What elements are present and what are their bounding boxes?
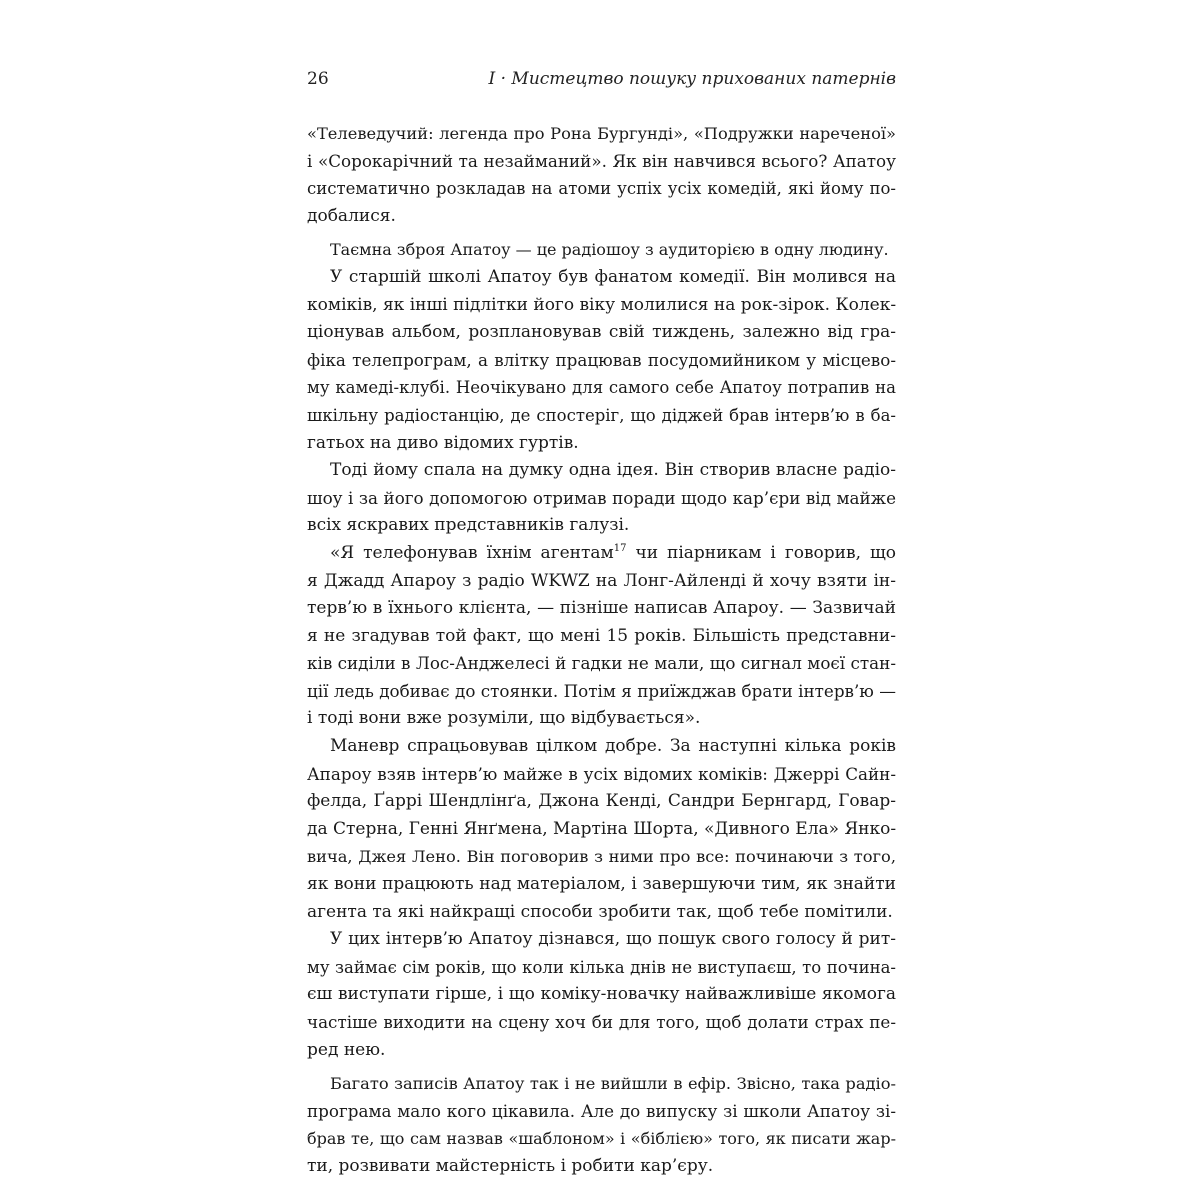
text-line	[307, 540, 896, 568]
text-line: коміків, як інші підлітки його віку молилися на рок-зірок. Колек-	[307, 294, 896, 315]
text-line: шкільну радіостанцію, де спостеріг, що діджей брав інтерв’ю в ба-	[307, 405, 896, 425]
paragraph	[307, 236, 896, 264]
text-line: систематично розкладав на атоми успіх усіх комедій, які йому по-	[307, 179, 896, 199]
text-line: му займає сім років, що коли кілька днів не виступаєш, то почина-	[307, 957, 896, 977]
text-line: «Телеведучий: легенда про Рона Бургунді», «Подружки нареченої»	[307, 124, 896, 143]
text-line: брав те, що сам назвав «шаблоном» і «біблією» того, як писати жар-	[307, 1129, 896, 1149]
text-line: Багато записів Апатоу так і не вийшли в ефір. Звісно, така радіо-	[330, 1074, 896, 1094]
page-number: 26	[307, 69, 329, 89]
text-line: ти, розвивати майстерність і робити кар’єру.	[307, 1155, 714, 1176]
text-line: фелда, Ґаррі Шендлінґа, Джона Кенді, Сандри Бернгард, Говар-	[307, 791, 896, 812]
text-fragment: чи піарникам і говорив, що	[626, 542, 896, 563]
text-line: шоу і за його допомогою отримав поради щодо кар’єри від майже	[307, 487, 896, 508]
paragraph	[307, 120, 896, 230]
text-line: частіше виходити на сцену хоч би для того, щоб долати страх пе-	[307, 1012, 896, 1032]
text-line: добалися.	[307, 205, 396, 226]
text-line: Апароу взяв інтерв’ю майже в усіх відомих коміків: Джеррі Сайн-	[307, 763, 896, 784]
paragraph	[307, 540, 896, 733]
text-line: вича, Джея Лено. Він поговорив з ними про все: починаючи з того,	[307, 847, 896, 867]
text-line: терв’ю в їхнього клієнта, — пізніше написав Апароу. — Зазвичай	[307, 598, 896, 619]
text-line: гатьох на диво відомих гуртів.	[307, 432, 579, 453]
text-line: У старшій школі Апатоу був фанатом комедії. Він молився на	[330, 266, 896, 287]
text-line: і тоді вони вже розуміли, що відбувається».	[307, 708, 701, 729]
text-line: му камеді-клубі. Неочікувано для самого себе Апатоу потрапив на	[307, 378, 896, 398]
text-line: У цих інтерв’ю Апатоу дізнався, що пошук свого голосу й рит-	[330, 929, 896, 950]
paragraph	[307, 264, 896, 457]
text-line: ред нею.	[307, 1039, 386, 1060]
paragraph	[307, 733, 896, 926]
text-line: Таємна зброя Апатоу — це радіошоу з аудиторією в одну людину.	[330, 240, 889, 260]
text-line: ціонував альбом, розплановував свій тиждень, залежно від гра-	[307, 322, 896, 343]
running-head	[307, 66, 896, 96]
section-title: I · Мистецтво пошуку прихованих патернів	[488, 69, 896, 89]
text-line: і «Сорокарічний та незайманий». Як він навчився всього? Апатоу	[307, 150, 896, 171]
body-text	[307, 120, 896, 1181]
text-line: програма мало кого цікавила. Але до випуску зі школи Апатоу зі-	[307, 1100, 896, 1121]
text-line: ції ледь добиває до стоянки. Потім я приїжджав брати інтерв’ю —	[307, 680, 896, 701]
text-line: да Стерна, Генні Янґмена, Мартіна Шорта, «Дивного Ела» Янко-	[307, 818, 896, 839]
paragraph	[307, 457, 896, 540]
paragraph	[307, 1070, 896, 1180]
text-line: як вони працюють над матеріалом, і завершуючи тим, як знайти	[307, 874, 896, 895]
paragraph	[307, 926, 896, 1064]
text-line: Маневр спрацьовував цілком добре. За наступні кілька років	[330, 736, 896, 757]
text-line: Тоді йому спала на думку одна ідея. Він створив власне радіо-	[330, 460, 896, 481]
text-line: фіка телепрограм, а влітку працював посудомийником у місцево-	[307, 349, 896, 370]
text-line: єш виступати гірше, і що коміку-новачку найважливіше якомога	[307, 984, 896, 1005]
text-line: всіх яскравих представників галузі.	[307, 515, 630, 536]
text-line: я не згадував той факт, що мені 15 років. Більшість представни-	[307, 625, 896, 646]
text-line: ків сиділи в Лос-Анджелесі й гадки не мали, що сигнал моєї стан-	[307, 653, 896, 674]
text-fragment: «Я телефонував їхнім агентам	[330, 542, 614, 563]
footnote-marker[interactable]: 17	[613, 542, 627, 554]
text-line: я Джадд Апароу з радіо WKWZ на Лонг-Айленді й хочу взяти ін-	[307, 570, 896, 591]
text-line: агента та які найкращі способи зробити так, щоб тебе помітили.	[307, 901, 893, 922]
